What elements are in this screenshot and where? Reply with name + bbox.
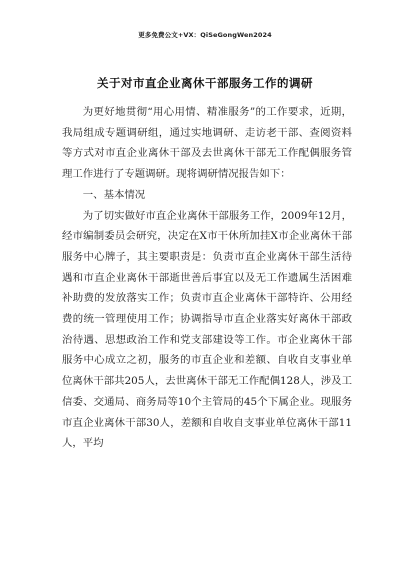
document-body [62, 102, 352, 454]
document-title: 关于对市直企业离休干部服务工作的调研 [97, 76, 313, 90]
body-paragraph: 为了切实做好市直企业离休干部服务工作，2009年12月，经市编制委员会研究，决定在X市干休所加挂X市企业离休干部服务中心牌子，其主要职责是：负责市直企业离休干部生活待遇和市直企业离休干部逝世善后事宜以及无工作遗属生活困难补助费的发放落实工作；负责市直企业离休干部特许、公用经费的统一管理使用工作；协调指导市直企业落实好离休干部政治待遇、思想政治工作和党支部建设等工作。市企业离休干部服务中心成立之初，服务的市直企业和差额、自收自支事业单位离休干部共205人，去世离休干部无工作配偶128人，涉及工信委、交通局、商务局等10个主管局的45个下属企业。现服务市直企业离休干部30人，差额和自收自支事业单位离休干部11人，平均 [62, 209, 352, 450]
intro-paragraph: 为更好地贯彻“用心用情、精准服务”的工作要求，近期，我局组成专题调研组，通过实地调研、走访老干部、查阅资料等方式对市直企业离休干部及去世离休干部无工作配偶服务管理工作进行了专题调研。现将调研情况报告如下： [62, 106, 352, 181]
section-heading: 一、基本情况 [82, 188, 146, 201]
header-note: 更多免费公文+VX：QiSeGongWen2024 [138, 31, 272, 39]
